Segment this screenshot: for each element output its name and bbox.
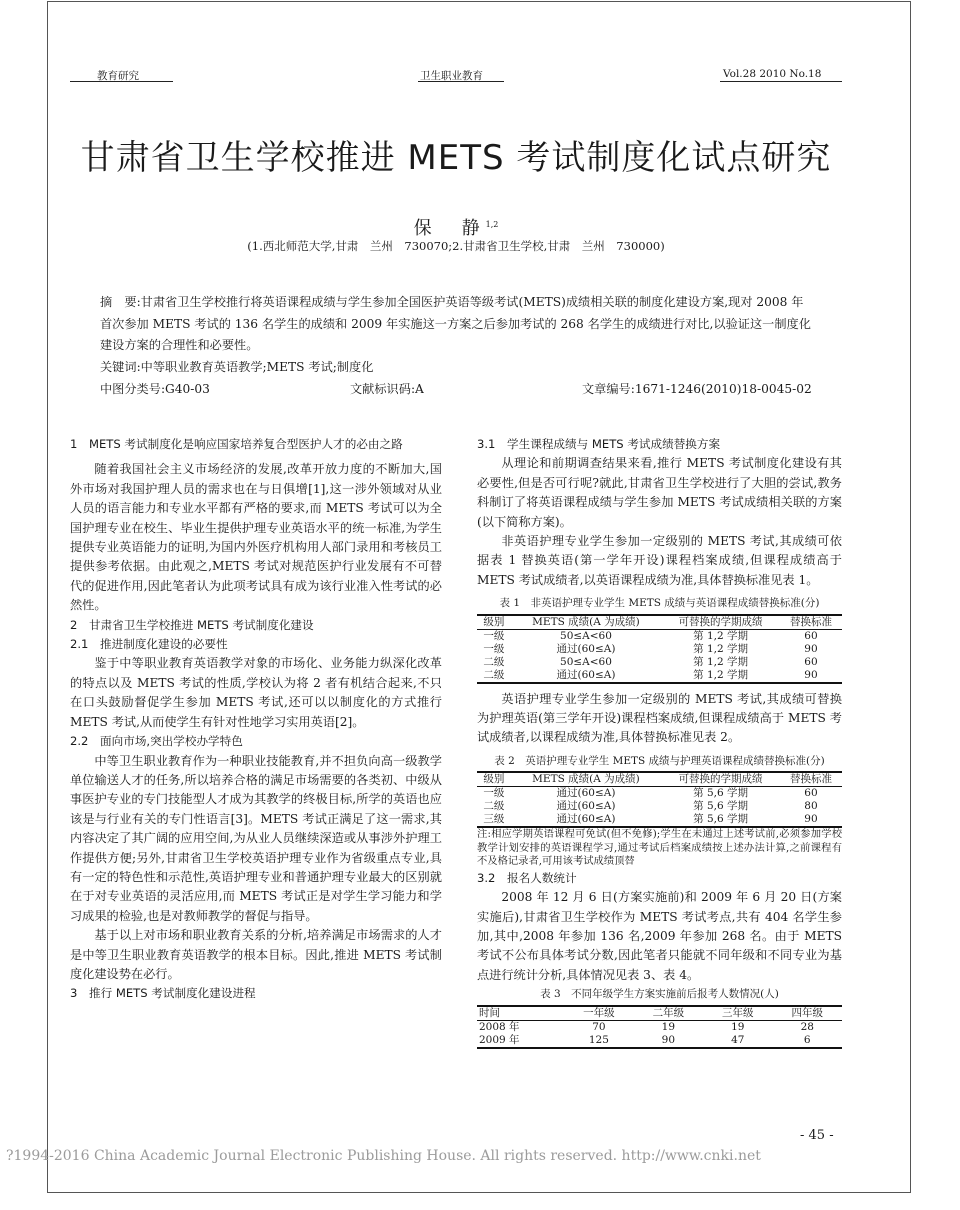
author-name: 保 静 (413, 218, 486, 239)
table-cell: 70 (592, 1020, 606, 1033)
section-2-2-paragraph: 中等卫生职业教育作为一种职业技能教育,并不担负向高一级教学单位输送人才的任务,所以培养合格的满足市场需要的各类初、中级从事医护专业的专门技能型人才成为其教学的终极目标,所学的英语也应该是与行业有关的专门性语言[3]。METS 考试正满足了这一需求,其内容决定了其广阔的应用空间,为从业人员继续深造或从事涉外护理工作提供方便;另外,甘肃省卫生学校英语护理专业作为省级重点专业,具有一定的特色性和示范性,英语护理专业和普通护理专业最大的区别就在于对专业英语的灵活应用,而 METS 考试正是对学生学习能力和学习成果的检验,也是对教师教学的督促与指导。 (70, 753, 442, 923)
table-2-note: 注:相应学期英语课程可免试(但不免修);学生在未通过上述考试前,必须参加学校教学计划安排的英语课程学习,通过考试后档案成绩按上述办法计算,之前课程有不及格记录者,可用该考试成绩顶替 (477, 828, 842, 868)
table-cell: 60 (804, 629, 818, 642)
table-cell: 2008 年 (479, 1020, 520, 1033)
table-2-header: 级别 (483, 773, 505, 786)
section-2-2-paragraph-2: 基于以上对市场和职业教育关系的分析,培养满足市场需求的人才是中等卫生职业教育英语教学的根本目标。因此,推进 METS 考试制度化建设势在必行。 (70, 928, 442, 981)
section-3-2-heading: 3.2 报名人数统计 (477, 870, 577, 885)
table-cell: 通过(60≤A) (556, 668, 616, 681)
table-cell: 90 (804, 813, 818, 826)
section-3-1-heading: 3.1 学生课程成绩与 METS 考试成绩替换方案 (477, 437, 721, 451)
table-cell: 50≤A<60 (560, 655, 612, 668)
section-1-paragraph: 随着我国社会主义市场经济的发展,改革开放力度的不断加大,国外市场对我国护理人员的需求也在与日俱增[1],这一涉外领域对从业人员的语言能力和专业水平都有严格的要求,而 METS 考试可以为全国护理专业在校生、毕业生提供护理专业英语水平的统一标准,为学生提供专业英语能力的证明,为国内外医疗机构用人部门录用和考核员工提供参考依据。由此观之,METS 考试对规范医护行业发展有不可替代的促进作用,因此笔者认为此项考试具有成为该行业准入性考试的必然性。 (70, 462, 442, 613)
abstract-paragraph (100, 292, 812, 357)
table-cell: 通过(60≤A) (556, 800, 616, 813)
article-number (582, 380, 812, 397)
table-1 (477, 614, 842, 684)
doc-code (350, 380, 424, 397)
clc-number (100, 380, 210, 397)
section-1-heading: 1 METS 考试制度化是响应国家培养复合型医护人才的必由之路 (70, 437, 403, 451)
table-row (477, 787, 842, 801)
section-2-2-heading: 2.2 面向市场,突出学校办学特色 (70, 734, 243, 749)
section-3-heading: 3 推行 METS 考试制度化建设进程 (70, 986, 256, 1001)
table-2-caption: 表 2 英语护理专业学生 METS 成绩与护理英语课程成绩替换标准(分) (494, 754, 825, 767)
table-3-header: 二年级 (652, 1006, 685, 1019)
table-cell: 90 (804, 668, 818, 681)
table-row (477, 800, 842, 813)
affiliation: (1.西北师范大学,甘肃 兰州 730070;2.甘肃省卫生学校,甘肃 兰州 730000) (247, 239, 665, 253)
section-2-heading: 2 甘肃省卫生学校推进 METS 考试制度化建设 (70, 617, 314, 632)
table-cell: 28 (800, 1020, 814, 1033)
paper-title: 甘肃省卫生学校推进 METS 考试制度化试点研究 (80, 138, 832, 178)
table-cell: 50≤A<60 (560, 629, 612, 642)
table-cell: 60 (804, 787, 818, 800)
table-cell: 90 (804, 642, 818, 655)
table-cell: 19 (731, 1020, 745, 1033)
keywords-label: 关键词 (100, 359, 137, 374)
doc-code-label: 文献标识码 (350, 382, 411, 396)
table-cell: 第 1,2 学期 (693, 655, 748, 668)
section-3-1-paragraph-3: 英语护理专业学生参加一定级别的 METS 考试,其成绩可替换为护理英语(第三学年开设)课程档案成绩,但课程成绩高于 METS 考试成绩者,以课程成绩为准,具体替换标准见表 2。 (477, 691, 842, 745)
table-cell: 一级 (483, 629, 505, 642)
table-cell: 二级 (483, 668, 505, 681)
table-2-header: 可替换的学期成绩 (678, 773, 763, 786)
header-journal: 卫生职业教育 (420, 70, 483, 82)
table-3-header: 一年级 (583, 1006, 615, 1019)
abstract-label: 摘 要 (100, 295, 137, 309)
table-cell: 一级 (483, 787, 505, 800)
table-row (477, 1020, 842, 1034)
table-1-header: 可替换的学期成绩 (678, 615, 763, 628)
table-cell: 第 1,2 学期 (693, 642, 748, 655)
keywords-text: :中等职业教育英语教学;METS 考试;制度化 (136, 359, 374, 374)
table-cell: 6 (803, 1033, 811, 1046)
abstract (100, 292, 812, 378)
table-cell: 通过(60≤A) (556, 787, 616, 800)
author-sup: 1,2 (485, 220, 499, 229)
table-row (477, 813, 842, 827)
right-column (477, 435, 842, 1049)
section-3-1-paragraph-2: 非英语护理专业学生参加一定级别的 METS 考试,其成绩可依据表 1 替换英语(第一学年开设)课程档案成绩,但课程成绩高于 METS 考试成绩者,以英语课程成绩为准,具体替换标准见表 1。 (477, 534, 842, 587)
table-cell: 第 5,6 学期 (693, 787, 748, 800)
table-3-header: 四年级 (791, 1006, 824, 1019)
table-3-header: 三年级 (722, 1006, 754, 1019)
table-cell: 通过(60≤A) (556, 813, 616, 826)
table-cell: 第 1,2 学期 (693, 668, 748, 681)
table-cell: 第 5,6 学期 (693, 813, 748, 826)
header-rule-center (418, 81, 504, 82)
table-cell: 一级 (483, 642, 505, 655)
table-2 (477, 771, 842, 828)
table-cell: 60 (804, 655, 818, 668)
table-row (477, 656, 842, 669)
table-cell: 第 1,2 学期 (693, 629, 748, 642)
table-3-header: 时间 (479, 1006, 500, 1019)
section-2-1-paragraph: 鉴于中等职业教育英语教学对象的市场化、业务能力纵深化改革的特点以及 METS 考试的性质,学校认为将 2 者有机结合起来,不只在口头鼓励督促学生参加 METS 考试,还可以以制度化的方式推行 METS 考试,从而使学生有针对性地学习实用英语[2]。 (70, 656, 442, 729)
abstract-text: :甘肃省卫生学校推行将英语课程成绩与学生参加全国医护英语等级考试(METS)成绩相关联的制度化建设方案,现对 2008 年首次参加 METS 考试的 136 名学生的成绩和 2009 年实施这一方案之后参加考试的 268 名学生的成绩进行对比,以验证这一制度化建设方案的合理性和必要性。 (100, 295, 811, 352)
table-3 (477, 1005, 842, 1049)
table-1-header: METS 成绩(A 为成绩) (532, 615, 640, 628)
section-3-2-paragraph: 2008 年 12 月 6 日(方案实施前)和 2009 年 6 月 20 日(方案实施后),甘肃省卫生学校作为 METS 考试考点,共有 404 名学生参加,其中,2008 年参加 136 名,2009 年参加 268 名。由于 METS 考试不公布具体考试分数,因此笔者只能就不同年级和不同专业为基点进行统计分析,具体情况见表 3、表 4。 (477, 890, 842, 982)
table-cell: 19 (661, 1020, 676, 1033)
header-section: 教育研究 (97, 70, 139, 82)
table-row (477, 643, 842, 656)
article-no-value: :1671-1246(2010)18-0045-02 (630, 382, 812, 396)
keywords (100, 357, 812, 379)
copyright-footer: ?1994-2016 China Academic Journal Electronic Publishing House. All rights reserved. http://www.cnki.net (6, 1148, 761, 1164)
author (0, 214, 912, 240)
table-cell: 通过(60≤A) (556, 642, 616, 655)
clc-value: :G40-03 (160, 382, 210, 396)
header-rule-right (720, 81, 842, 82)
table-cell: 90 (661, 1033, 676, 1046)
table-row (477, 1034, 842, 1048)
clc-label: 中图分类号 (100, 382, 161, 396)
table-cell: 125 (588, 1033, 609, 1046)
section-3-1-paragraph: 从理论和前期调查结果来看,推行 METS 考试制度化建设有其必要性,但是否可行呢?就此,甘肃省卫生学校进行了大胆的尝试,教务科制订了将英语课程成绩与学生参加 METS 考试成绩相关联的方案(以下简称方案)。 (477, 456, 842, 529)
table-row (477, 629, 842, 643)
table-row (477, 669, 842, 683)
table-1-header: 替换标准 (789, 615, 832, 628)
table-cell: 二级 (483, 655, 505, 668)
table-cell: 二级 (483, 800, 505, 813)
table-2-header: 替换标准 (789, 773, 832, 786)
table-3-caption: 表 3 不同年级学生方案实施前后报考人数情况(人) (540, 988, 779, 1001)
doc-code-value: :A (410, 382, 424, 396)
left-column (70, 435, 442, 1004)
table-cell: 三级 (483, 813, 505, 826)
table-cell: 第 5,6 学期 (693, 800, 748, 813)
header-rule-left (70, 81, 173, 82)
table-1-header: 级别 (483, 615, 505, 628)
table-cell: 47 (731, 1033, 745, 1046)
table-cell: 80 (804, 800, 818, 813)
page-number: - 45 - (800, 1128, 834, 1143)
section-2-1-heading: 2.1 推进制度化建设的必要性 (70, 637, 228, 652)
header-volume: Vol.28 2010 No.18 (723, 68, 822, 80)
article-no-label: 文章编号 (582, 382, 631, 396)
table-cell: 2009 年 (479, 1033, 520, 1046)
table-2-header: METS 成绩(A 为成绩) (532, 773, 640, 786)
table-1-caption: 表 1 非英语护理专业学生 METS 成绩与英语课程成绩替换标准(分) (499, 597, 820, 610)
